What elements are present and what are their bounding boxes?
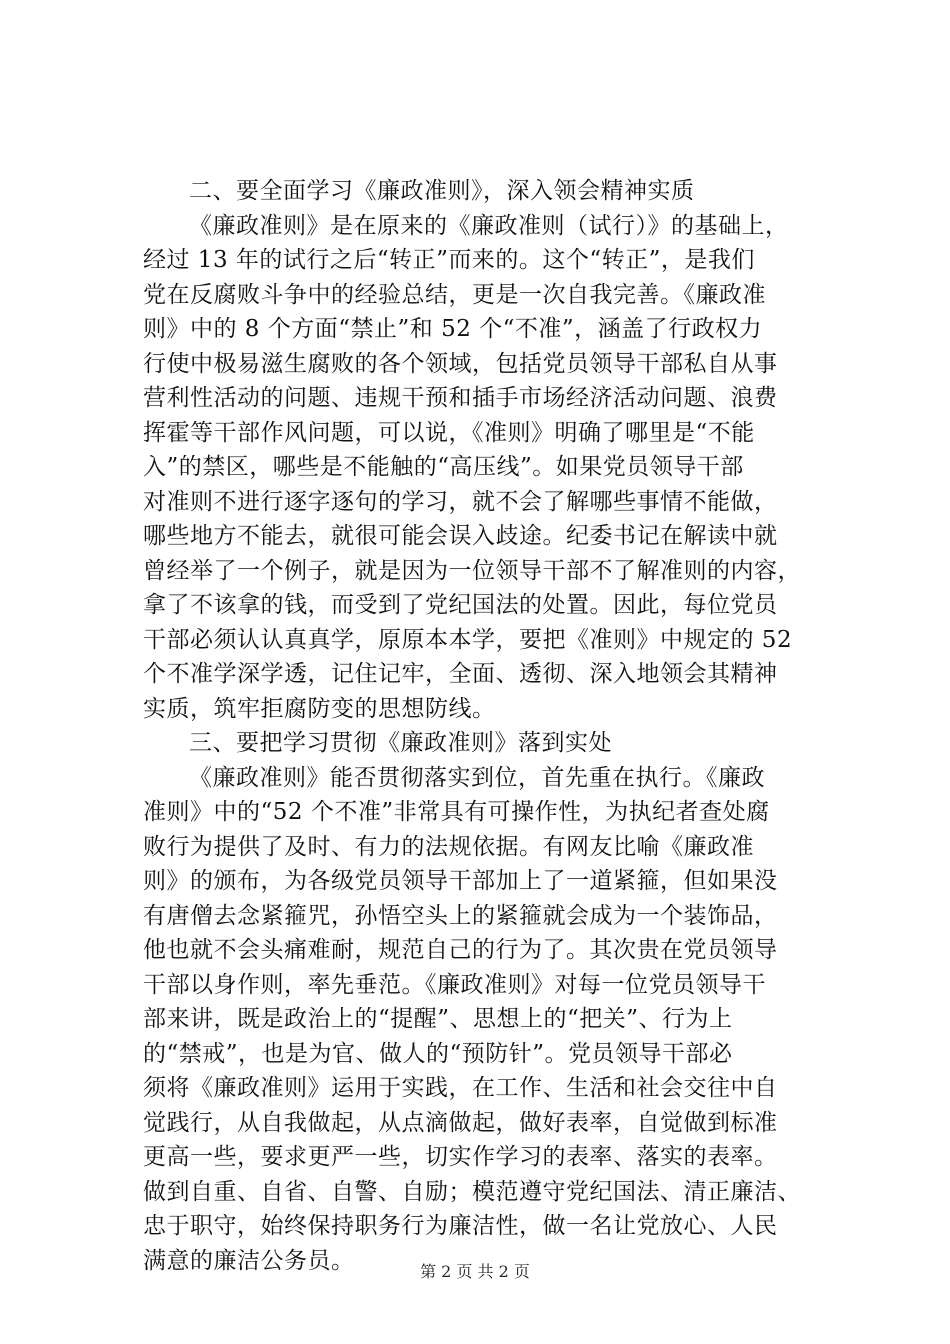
- paragraph-line: 《廉政准则》是在原来的《廉政准则（试行）》的基础上，: [189, 212, 789, 239]
- paragraph-line: 党在反腐败斗争中的经验总结，更是一次自我完善。《廉政准: [143, 281, 766, 308]
- paragraph-line: 实质，筑牢拒腐防变的思想防线。: [143, 695, 496, 722]
- paragraph-line: 对准则不进行逐字逐句的学习，就不会了解哪些事情不能做，: [143, 488, 778, 515]
- paragraph-line: 忠于职守，始终保持职务行为廉洁性，做一名让党放心、人民: [143, 1213, 778, 1239]
- paragraph-line: 干部必须认认真真学，原原本本学，要把《准则》中规定的 52: [143, 626, 793, 653]
- paragraph-line: 曾经举了一个例子，就是因为一位领导干部不了解准则的内容，: [143, 557, 801, 584]
- paragraph-line: 营利性活动的问题、违规干预和插手市场经济活动问题、浪费: [143, 385, 778, 411]
- paragraph-line: 的“禁戒”，也是为官、做人的“预防针”。党员领导干部必: [143, 1040, 733, 1067]
- page-number-footer: 第 2 页 共 2 页: [420, 1262, 530, 1281]
- paragraph-line: 则》的颁布，为各级党员领导干部加上了一道紧箍，但如果没: [143, 868, 778, 894]
- paragraph-line: 拿了不该拿的钱，而受到了党纪国法的处置。因此，每位党员: [143, 592, 778, 618]
- paragraph-line: 《廉政准则》能否贯彻落实到位，首先重在执行。《廉政: [189, 764, 765, 791]
- paragraph-line: 部来讲，既是政治上的“提醒”、思想上的“把关”、行为上: [143, 1006, 733, 1032]
- paragraph-line: 则》中的 8 个方面“禁止”和 52 个“不准”，涵盖了行政权力: [143, 316, 763, 342]
- document-body: [143, 174, 838, 1278]
- paragraph-section-3: [143, 761, 838, 1279]
- paragraph-line: 觉践行，从自我做起，从点滴做起，做好表率，自觉做到标准: [143, 1109, 778, 1136]
- paragraph-line: 行使中极易滋生腐败的各个领域，包括党员领导干部私自从事: [143, 350, 778, 377]
- paragraph-line: 败行为提供了及时、有力的法规依据。有网友比喻《廉政准: [143, 833, 754, 860]
- paragraph-line: 有唐僧去念紧箍咒，孙悟空头上的紧箍就会成为一个装饰品，: [143, 902, 778, 929]
- paragraph-line: 干部以身作则，率先垂范。《廉政准则》对每一位党员领导干: [143, 971, 766, 998]
- paragraph-line: 个不准学深学透，记住记牢，全面、透彻、深入地领会其精神: [143, 661, 778, 687]
- paragraph-line: 更高一些，要求更严一些，切实作学习的表率、落实的表率。: [143, 1144, 778, 1170]
- paragraph-line: 做到自重、自省、自警、自励；模范遵守党纪国法、清正廉洁、: [143, 1178, 801, 1205]
- paragraph-line: 挥霍等干部作风问题，可以说，《准则》明确了哪里是“不能: [143, 419, 755, 446]
- paragraph-line: 满意的廉洁公务员。: [143, 1247, 355, 1274]
- section-heading-2: 二、要全面学习《廉政准则》，深入领会精神实质: [189, 178, 695, 204]
- section-heading-3: 三、要把学习贯彻《廉政准则》落到实处: [189, 730, 612, 756]
- paragraph-line: 经过 13 年的试行之后“转正”而来的。这个“转正”，是我们: [143, 247, 755, 273]
- paragraph-line: 哪些地方不能去，就很可能会误入歧途。纪委书记在解读中就: [143, 523, 778, 549]
- paragraph-line: 须将《廉政准则》运用于实践，在工作、生活和社会交往中自: [143, 1075, 778, 1101]
- paragraph-line: 他也就不会头痛难耐，规范自己的行为了。其次贵在党员领导: [143, 937, 778, 963]
- paragraph-line: 入”的禁区，哪些是不能触的“高压线”。如果党员领导干部: [143, 454, 744, 480]
- paragraph-line: 准则》中的“52 个不准”非常具有可操作性，为执纪者查处腐: [143, 799, 770, 825]
- paragraph-section-2: [143, 209, 838, 727]
